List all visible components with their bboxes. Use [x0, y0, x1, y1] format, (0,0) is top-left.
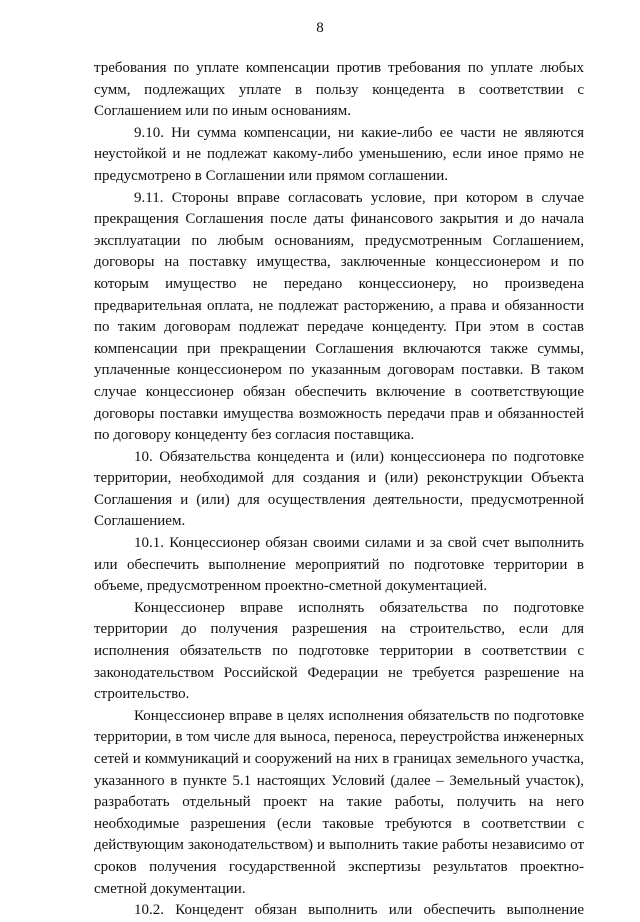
- document-body: [94, 58, 584, 922]
- paragraph-10-1-separate-project: Концессионер вправе в целях исполнения обязательств по подготовке территории, в том числе для выноса, переноса, переустройства инженерных сетей и коммуникаций и сооружений на них в границах земельного участка, указанного в пункте 5.1 настоящих Условий (далее – Земельный участок), разработать отдельный проект на такие работы, получить на него необходимые разрешения (если таковые требуются в соответствии с действующим законодательством) и выполнить такие работы независимо от сроков получения государственной экспертизы результатов проектно-сметной документации.: [94, 707, 584, 897]
- page-number: 8: [316, 20, 324, 36]
- paragraph-10-2: 10.2. Концедент обязан выполнить или обеспечить выполнение: [134, 902, 584, 919]
- paragraph-9-11: 9.11. Стороны вправе согласовать условие, при котором в случае прекращения Соглашения после даты финансового закрытия и до начала эксплуатации по любым основаниям, предусмотренным Соглашением, договоры на поставку имущества, заключенные концессионером и по которым имущество не передано концессионеру, но произведена предварительная оплата, не подлежат расторжению, а права и обязанности по таким договорам подлежат передаче концеденту. При этом в состав компенсации при прекращении Соглашения включаются также суммы, уплаченные концессионером по указанным договорам поставки. В таком случае концессионер обязан обеспечить включение в соответствующие договоры поставки имущества возможность передачи прав и обязанностей по договору концеденту без согласия поставщика.: [94, 189, 584, 444]
- paragraph-9-10: 9.10. Ни сумма компенсации, ни какие-либо ее части не являются неустойкой и не подлежат какому-либо уменьшению, если иное прямо не предусмотрено в Соглашении или прямом соглашении.: [94, 124, 584, 184]
- paragraph-10-1-preliminary-works: Концессионер вправе исполнять обязательства по подготовке территории до получения разрешения на строительство, если для исполнения обязательств по подготовке территории в соответствии с законодательством Российской Федерации не требуется разрешение на строительство.: [94, 599, 584, 703]
- paragraph-continuation: требования по уплате компенсации против требования по уплате любых сумм, подлежащих уплате в пользу концедента в соответствии с Соглашением или по иным основаниям.: [94, 60, 584, 120]
- paragraph-section-10-heading: 10. Обязательства концедента и (или) концессионера по подготовке территории, необходимой для создания и (или) реконструкции Объекта Соглашения и (или) для осуществления деятельности, предусмотренной Соглашением.: [94, 448, 584, 530]
- paragraph-10-1: 10.1. Концессионер обязан своими силами и за свой счет выполнить или обеспечить выполнение мероприятий по подготовке территории в объеме, предусмотренном проектно-сметной документацией.: [94, 535, 584, 595]
